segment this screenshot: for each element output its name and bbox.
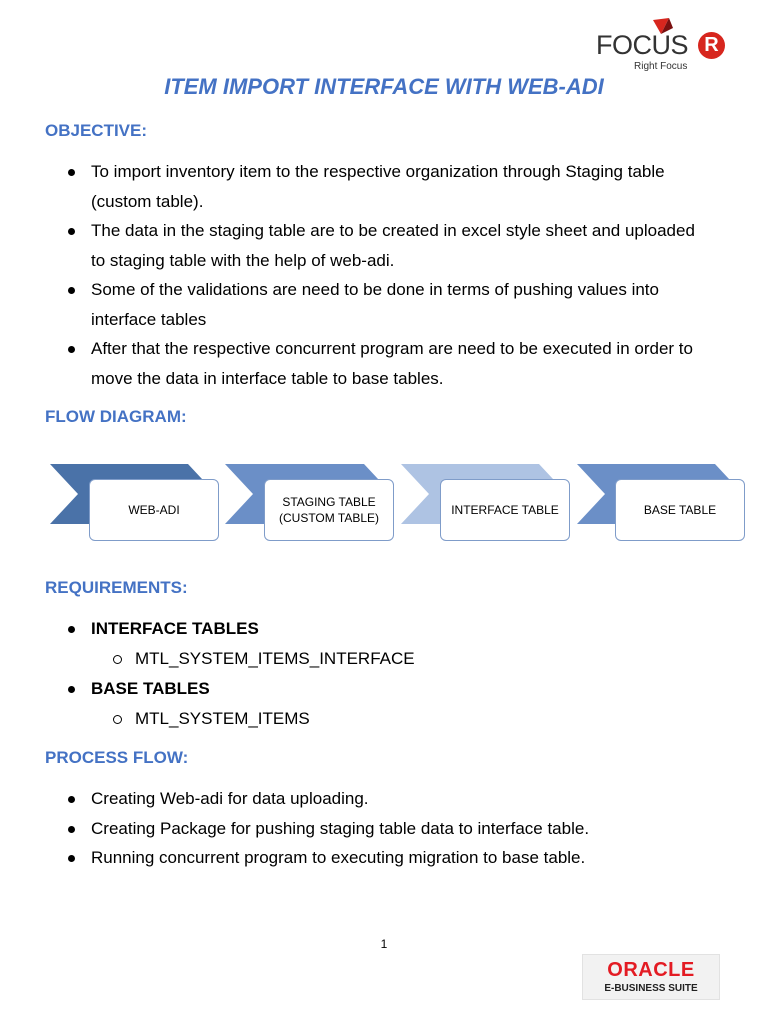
list-item: Some of the validations are need to be done in terms of pushing values into interface tables xyxy=(68,275,708,334)
page-number: 1 xyxy=(380,937,388,951)
flow-diagram xyxy=(48,460,748,545)
bullet-icon xyxy=(68,228,75,235)
bullet-icon xyxy=(68,796,75,803)
sub-bullet-icon xyxy=(113,655,122,664)
list-item: Creating Web-adi for data uploading. xyxy=(68,784,708,814)
sub-bullet-icon xyxy=(113,715,122,724)
list-item: After that the respective concurrent program are need to be executed in order to move the data in interface table to base tables. xyxy=(68,334,708,393)
flow-diagram-heading: FLOW DIAGRAM: xyxy=(45,407,187,426)
list-item: MTL_SYSTEM_ITEMS_INTERFACE xyxy=(68,644,415,674)
list-item: BASE TABLES xyxy=(68,674,415,704)
document-title: ITEM IMPORT INTERFACE WITH WEB-ADI xyxy=(164,74,604,99)
list-item: To import inventory item to the respective organization through Staging table (custom table). xyxy=(68,157,708,216)
bullet-icon xyxy=(68,169,75,176)
logo-tagline: Right Focus xyxy=(634,61,688,72)
requirements-list xyxy=(68,614,415,734)
bullet-icon xyxy=(68,287,75,294)
bullet-icon xyxy=(68,686,75,693)
focusr-logo xyxy=(596,18,728,74)
logo-r-mark: R xyxy=(698,32,725,59)
bullet-icon xyxy=(68,626,75,633)
process-flow-list xyxy=(68,784,708,873)
process-flow-heading: PROCESS FLOW: xyxy=(45,748,189,767)
bullet-icon xyxy=(68,855,75,862)
list-item: Creating Package for pushing staging table data to interface table. xyxy=(68,814,708,844)
bullet-icon xyxy=(68,826,75,833)
flow-step-interface-table: INTERFACE TABLE xyxy=(440,479,570,541)
logo-wordmark: FOCUS xyxy=(596,30,688,60)
oracle-wordmark: ORACLE xyxy=(607,959,695,981)
requirements-heading: REQUIREMENTS: xyxy=(45,578,188,597)
flow-step-staging-table: STAGING TABLE (CUSTOM TABLE) xyxy=(264,479,394,541)
flow-step-web-adi: WEB-ADI xyxy=(89,479,219,541)
list-item: INTERFACE TABLES xyxy=(68,614,415,644)
oracle-ebs-logo xyxy=(582,954,720,1000)
flow-step-base-table: BASE TABLE xyxy=(615,479,745,541)
oracle-subtitle: E-BUSINESS SUITE xyxy=(604,983,698,994)
bullet-icon xyxy=(68,346,75,353)
list-item: Running concurrent program to executing migration to base table. xyxy=(68,843,708,873)
objective-list xyxy=(68,157,708,393)
list-item: MTL_SYSTEM_ITEMS xyxy=(68,704,415,734)
list-item: The data in the staging table are to be created in excel style sheet and uploaded to staging table with the help of web-adi. xyxy=(68,216,708,275)
objective-heading: OBJECTIVE: xyxy=(45,121,148,140)
